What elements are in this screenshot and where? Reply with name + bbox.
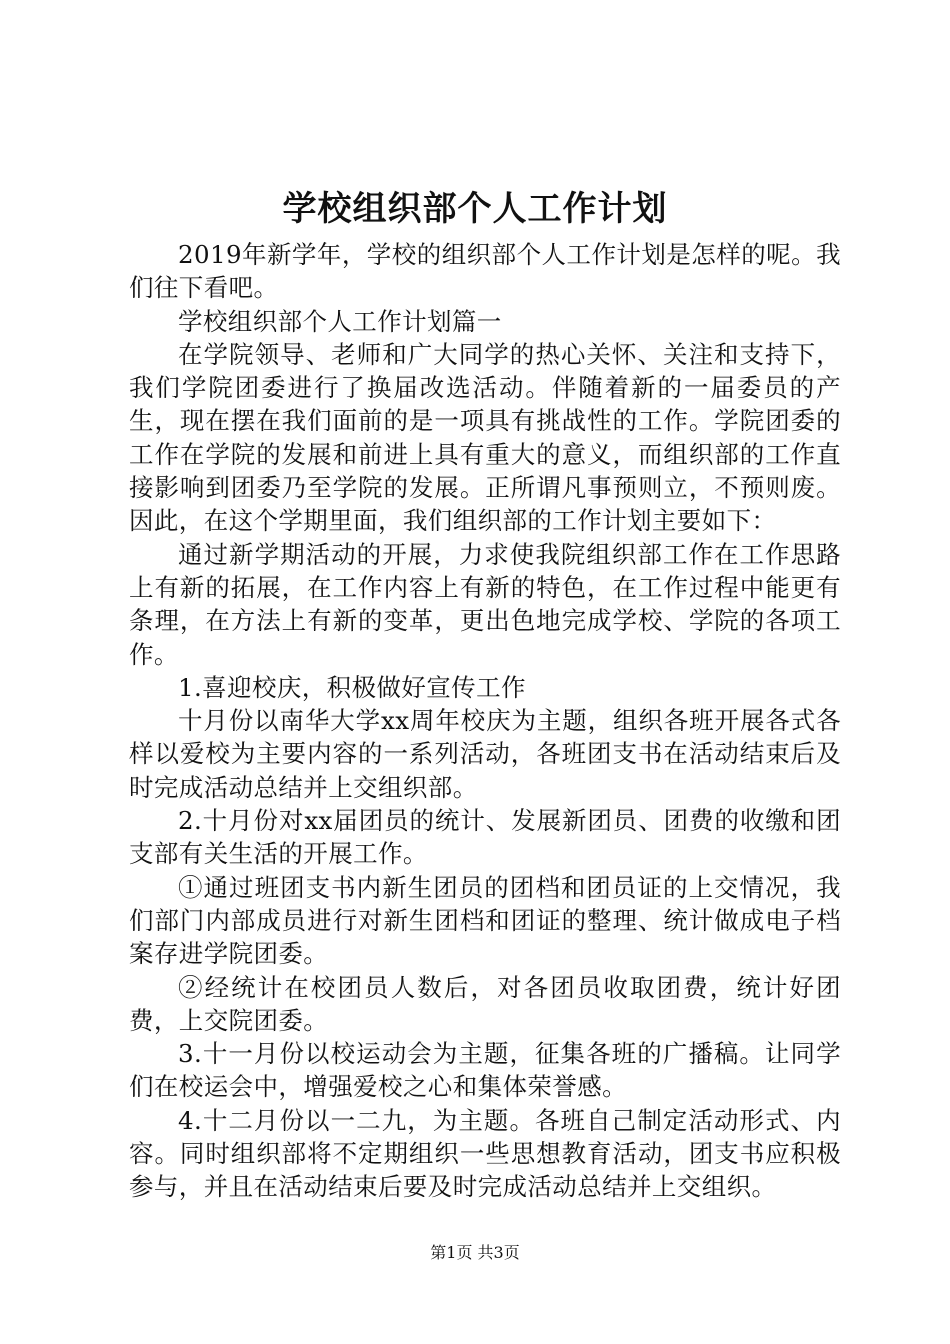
paragraph-item-2: 2.十月份对xx届团员的统计、发展新团员、团费的收缴和团支部有关生活的开展工作。 bbox=[129, 806, 841, 869]
document-title: 学校组织部个人工作计划 bbox=[282, 189, 668, 229]
paragraph-item-1-heading: 1.喜迎校庆，积极做好宣传工作 bbox=[178, 672, 526, 702]
document-body bbox=[129, 238, 841, 1204]
paragraph-intro: 2019年新学年，学校的组织部个人工作计划是怎样的呢。我们往下看吧。 bbox=[129, 240, 841, 303]
paragraph-section-heading: 学校组织部个人工作计划篇一 bbox=[178, 306, 502, 336]
paragraph-goals: 通过新学期活动的开展，力求使我院组织部工作在工作思路上有新的拓展，在工作内容上有新的特色，在工作过程中能更有条理，在方法上有新的变革，更出色地完成学校、学院的各项工作。 bbox=[129, 539, 841, 669]
paragraph-item-3: 3.十一月份以校运动会为主题，征集各班的广播稿。让同学们在校运会中，增强爱校之心和集体荣誉感。 bbox=[129, 1039, 841, 1102]
paragraph-item-1-body: 十月份以南华大学xx周年校庆为主题，组织各班开展各式各样以爱校为主要内容的一系列活动，各班团支书在活动结束后及时完成活动总结并上交组织部。 bbox=[129, 706, 841, 802]
paragraph-item-4: 4.十二月份以一二九，为主题。各班自己制定活动形式、内容。同时组织部将不定期组织一些思想教育活动，团支书应积极参与，并且在活动结束后要及时完成活动总结并上交组织。 bbox=[129, 1105, 841, 1202]
paragraph-item-2-sub-1: ①通过班团支书内新生团员的团档和团员证的上交情况，我们部门内部成员进行对新生团档和团证的整理、统计做成电子档案存进学院团委。 bbox=[129, 872, 841, 969]
paragraph-background: 在学院领导、老师和广大同学的热心关怀、关注和支持下，我们学院团委进行了换届改选活动。伴随着新的一届委员的产生，现在摆在我们面前的是一项具有挑战性的工作。学院团委的工作在学院的发展和前进上具有重大的意义，而组织部的工作直接影响到团委乃至学院的发展。正所谓凡事预则立，不预则废。因此，在这个学期里面，我们组织部的工作计划主要如下： bbox=[129, 339, 841, 536]
page-number-footer: 第1页 共3页 bbox=[430, 1243, 520, 1262]
paragraph-item-2-sub-2: ②经统计在校团员人数后，对各团员收取团费，统计好团费，上交院团委。 bbox=[129, 972, 841, 1035]
